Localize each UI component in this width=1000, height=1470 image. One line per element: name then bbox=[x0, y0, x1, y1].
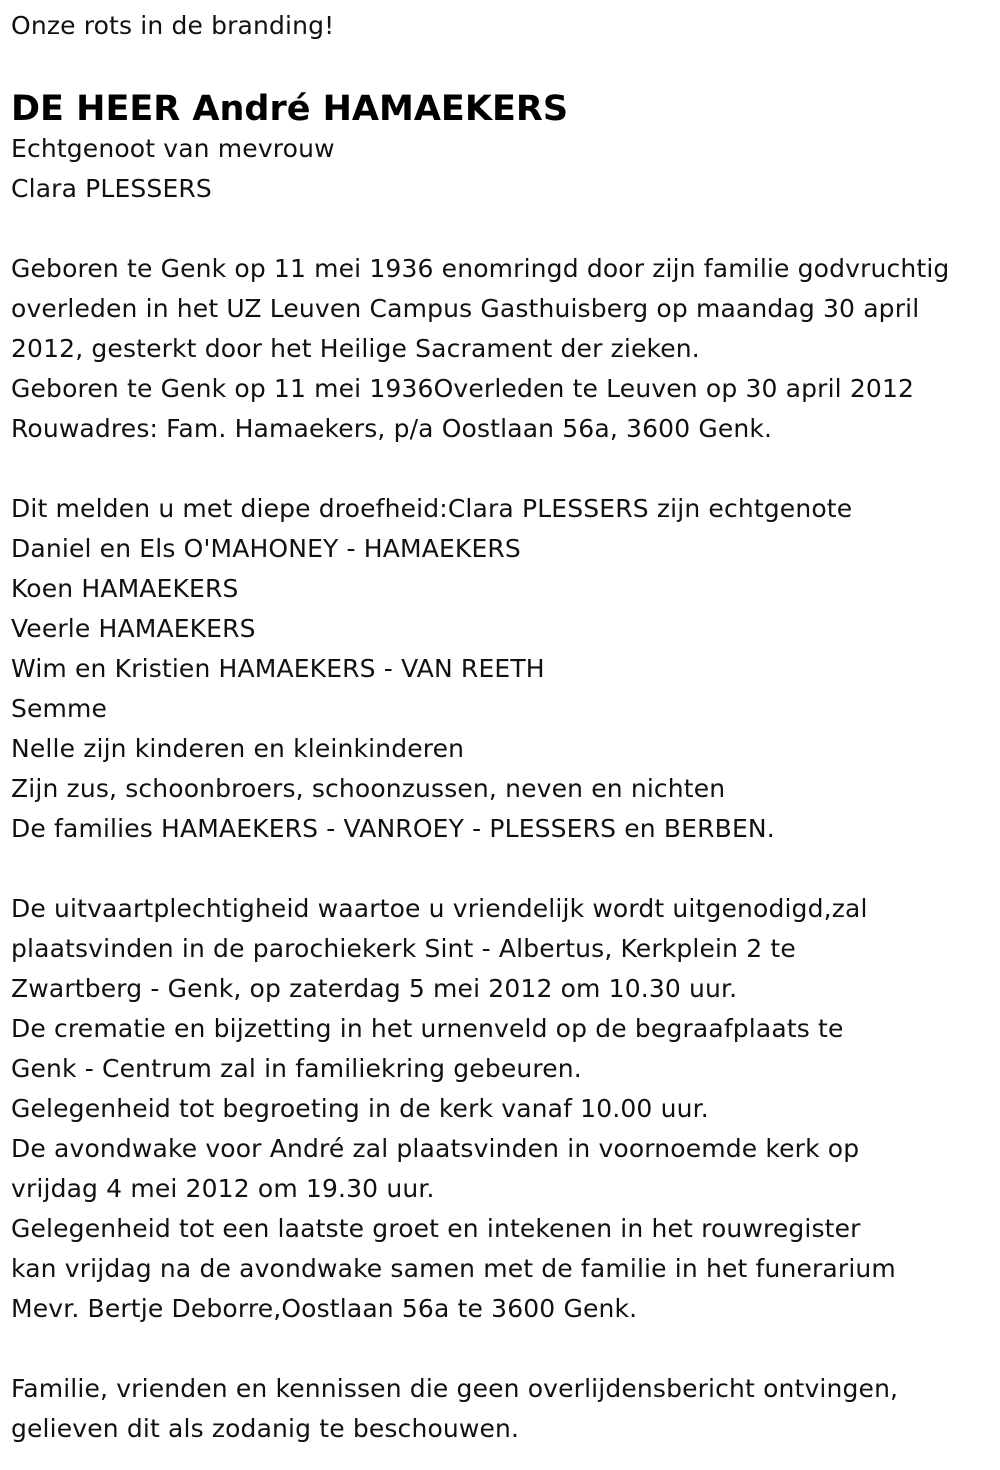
funeral-line: De avondwake voor André zal plaatsvinden in voornoemde kerk op bbox=[11, 1134, 860, 1163]
birth-death-line: Geboren te Genk op 11 mei 1936 enomringd door zijn familie godvruchtig bbox=[11, 254, 950, 283]
spouse-section bbox=[11, 129, 996, 209]
funeral-line: De uitvaartplechtigheid waartoe u vriendelijk wordt uitgenodigd,zal bbox=[11, 894, 868, 923]
birth-death-line: overleden in het UZ Leuven Campus Gasthuisberg op maandag 30 april bbox=[11, 294, 920, 323]
family-line: Koen HAMAEKERS bbox=[11, 574, 239, 603]
funeral-line: Zwartberg - Genk, op zaterdag 5 mei 2012 om 10.30 uur. bbox=[11, 974, 738, 1003]
deceased-name-title: DE HEER André HAMAEKERS bbox=[11, 89, 569, 129]
family-line: Veerle HAMAEKERS bbox=[11, 614, 256, 643]
funeral-line: Mevr. Bertje Deborre,Oostlaan 56a te 3600 Genk. bbox=[11, 1294, 638, 1323]
spouse-line: Echtgenoot van mevrouw bbox=[11, 134, 335, 163]
intro-line: Onze rots in de branding! bbox=[11, 11, 335, 40]
family-section bbox=[11, 489, 996, 849]
funeral-line: vrijdag 4 mei 2012 om 19.30 uur. bbox=[11, 1174, 435, 1203]
paragraph-gap bbox=[11, 849, 996, 889]
family-line: Wim en Kristien HAMAEKERS - VAN REETH bbox=[11, 654, 545, 683]
family-line: Nelle zijn kinderen en kleinkinderen bbox=[11, 734, 465, 763]
paragraph-gap bbox=[11, 209, 996, 249]
funeral-line: Gelegenheid tot een laatste groet en intekenen in het rouwregister bbox=[11, 1214, 861, 1243]
birth-death-line: 2012, gesterkt door het Heilige Sacrament der zieken. bbox=[11, 334, 700, 363]
funeral-section bbox=[11, 889, 996, 1329]
funeral-line: Genk - Centrum zal in familiekring gebeuren. bbox=[11, 1054, 582, 1083]
family-line: De families HAMAEKERS - VANROEY - PLESSERS en BERBEN. bbox=[11, 814, 775, 843]
family-line: Dit melden u met diepe droefheid:Clara PLESSERS zijn echtgenote bbox=[11, 494, 853, 523]
birth-death-line: Geboren te Genk op 11 mei 1936Overleden te Leuven op 30 april 2012 bbox=[11, 374, 915, 403]
mourning-address-line: Rouwadres: Fam. Hamaekers, p/a Oostlaan 56a, 3600 Genk. bbox=[11, 414, 773, 443]
birth-death-section bbox=[11, 249, 996, 449]
family-line: Daniel en Els O'MAHONEY - HAMAEKERS bbox=[11, 534, 521, 563]
family-line: Zijn zus, schoonbroers, schoonzussen, neven en nichten bbox=[11, 774, 726, 803]
obituary-document bbox=[11, 6, 996, 1449]
paragraph-gap bbox=[11, 1329, 996, 1369]
funeral-line: plaatsvinden in de parochiekerk Sint - Albertus, Kerkplein 2 te bbox=[11, 934, 796, 963]
funeral-line: Gelegenheid tot begroeting in de kerk vanaf 10.00 uur. bbox=[11, 1094, 709, 1123]
family-line: Semme bbox=[11, 694, 108, 723]
closing-section bbox=[11, 1369, 996, 1449]
funeral-line: De crematie en bijzetting in het urnenveld op de begraafplaats te bbox=[11, 1014, 844, 1043]
funeral-line: kan vrijdag na de avondwake samen met de familie in het funerarium bbox=[11, 1254, 896, 1283]
spouse-line: Clara PLESSERS bbox=[11, 174, 212, 203]
paragraph-gap bbox=[11, 449, 996, 489]
closing-line: gelieven dit als zodanig te beschouwen. bbox=[11, 1414, 520, 1443]
closing-line: Familie, vrienden en kennissen die geen overlijdensbericht ontvingen, bbox=[11, 1374, 899, 1403]
